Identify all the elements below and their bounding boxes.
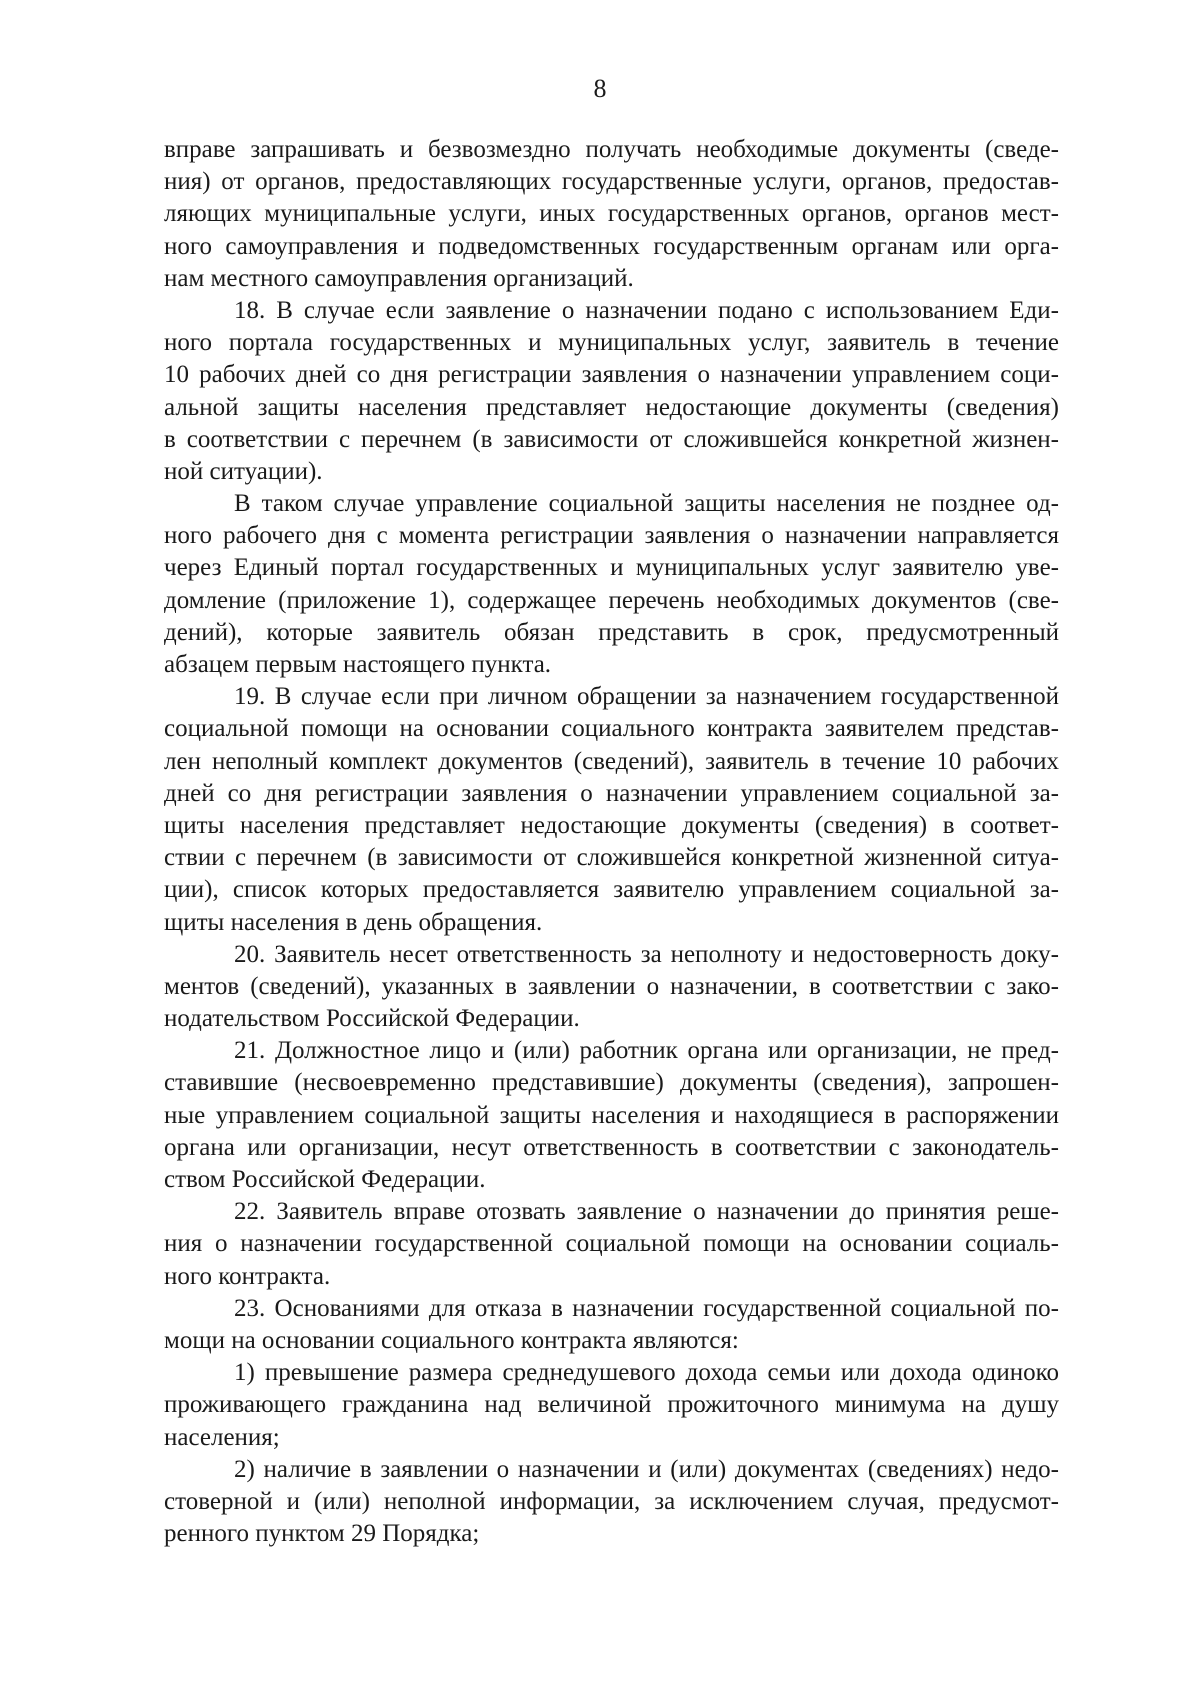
text-line: 18. В случае если заявление о назначении подано с использованием Еди- xyxy=(234,296,1059,324)
text-line: ствии с перечнем (в зависимости от сложившейся конкретной жизненной ситуа- xyxy=(164,844,1059,872)
text-line: ного портала государственных и муниципальных услуг, заявитель в течение xyxy=(164,329,1059,357)
text-line: проживающего гражданина над величиной прожиточного минимума на душу xyxy=(164,1391,1059,1419)
text-line: ния о назначении государственной социальной помощи на основании социаль- xyxy=(164,1230,1059,1258)
text-line: 19. В случае если при личном обращении за назначением государственной xyxy=(234,683,1059,711)
paragraph xyxy=(164,1293,1059,1357)
text-line: щиты населения представляет недостающие документы (сведения) в соответ- xyxy=(164,811,1059,839)
text-line: вправе запрашивать и безвозмездно получать необходимые документы (сведе- xyxy=(164,136,1059,163)
text-line: 1) превышение размера среднедушевого дохода семьи или дохода одиноко xyxy=(234,1359,1059,1387)
text-line: мощи на основании социального контракта являются: xyxy=(164,1326,739,1354)
text-line: дений), которые заявитель обязан представить в срок, предусмотренный xyxy=(164,618,1059,646)
text-line: нам местного самоуправления организаций. xyxy=(164,264,634,292)
text-line: органа или организации, несут ответственность в соответствии с законодатель- xyxy=(164,1133,1059,1161)
paragraph xyxy=(164,295,1059,488)
text-line: 10 рабочих дней со дня регистрации заявления о назначении управлением соци- xyxy=(164,361,1059,389)
text-line: в соответствии с перечнем (в зависимости от сложившейся конкретной жизнен- xyxy=(164,425,1059,453)
text-line: абзацем первым настоящего пункта. xyxy=(164,651,552,678)
text-line: щиты населения в день обращения. xyxy=(164,908,543,936)
text-line: 20. Заявитель несет ответственность за неполноту и недостоверность доку- xyxy=(234,940,1059,968)
text-line: ного рабочего дня с момента регистрации заявления о назначении направляется xyxy=(164,522,1059,550)
text-line: ренного пунктом 29 Порядка; xyxy=(164,1520,480,1548)
paragraph xyxy=(164,1454,1059,1551)
page-number: 8 xyxy=(593,74,607,103)
text-line: 22. Заявитель вправе отозвать заявление о назначении до принятия реше- xyxy=(234,1198,1059,1226)
text-line: 2) наличие в заявлении о назначении и (или) документах (сведениях) недо- xyxy=(234,1455,1059,1483)
text-line: лен неполный комплект документов (сведений), заявитель в течение 10 рабочих xyxy=(164,747,1059,775)
text-line: нодательством Российской Федерации. xyxy=(164,1005,580,1033)
text-line: домление (приложение 1), содержащее перечень необходимых документов (све- xyxy=(164,586,1059,614)
text-line: ного самоуправления и подведомственных государственным органам или орга- xyxy=(164,232,1059,260)
text-line: стоверной и (или) неполной информации, за исключением случая, предусмот- xyxy=(164,1487,1059,1515)
text-line: 23. Основаниями для отказа в назначении государственной социальной по- xyxy=(234,1294,1059,1322)
text-line: ции), список которых предоставляется заявителю управлением социальной за- xyxy=(164,876,1059,904)
document-body xyxy=(164,134,1059,1550)
text-line: 21. Должностное лицо и (или) работник органа или организации, не пред- xyxy=(234,1037,1059,1065)
text-line: через Единый портал государственных и муниципальных услуг заявителю уве- xyxy=(164,554,1059,582)
text-line: В таком случае управление социальной защиты населения не позднее од- xyxy=(234,490,1059,518)
text-line: ством Российской Федерации. xyxy=(164,1166,486,1193)
paragraph xyxy=(164,488,1059,681)
paragraph xyxy=(164,939,1059,1036)
text-line: ментов (сведений), указанных в заявлении о назначении, в соответствии с зако- xyxy=(164,972,1059,1000)
text-line: ставившие (несвоевременно представившие) документы (сведения), запрошен- xyxy=(164,1069,1059,1097)
paragraph xyxy=(164,1357,1059,1454)
text-line: ния) от органов, предоставляющих государственные услуги, органов, предостав- xyxy=(164,168,1059,196)
paragraph xyxy=(164,1196,1059,1293)
paragraph xyxy=(164,681,1059,939)
text-line: ного контракта. xyxy=(164,1262,331,1290)
text-line: дней со дня регистрации заявления о назначении управлением социальной за- xyxy=(164,779,1059,807)
text-line: населения; xyxy=(164,1423,280,1451)
paragraph xyxy=(164,1035,1059,1196)
text-line: ляющих муниципальные услуги, иных государственных органов, органов мест- xyxy=(164,200,1059,228)
text-line: ной ситуации). xyxy=(164,457,323,485)
text-line: социальной помощи на основании социального контракта заявителем представ- xyxy=(164,715,1059,743)
text-line: ные управлением социальной защиты населения и находящиеся в распоряжении xyxy=(164,1101,1059,1129)
paragraph xyxy=(164,134,1059,295)
text-line: альной защиты населения представляет недостающие документы (сведения) xyxy=(164,393,1059,421)
